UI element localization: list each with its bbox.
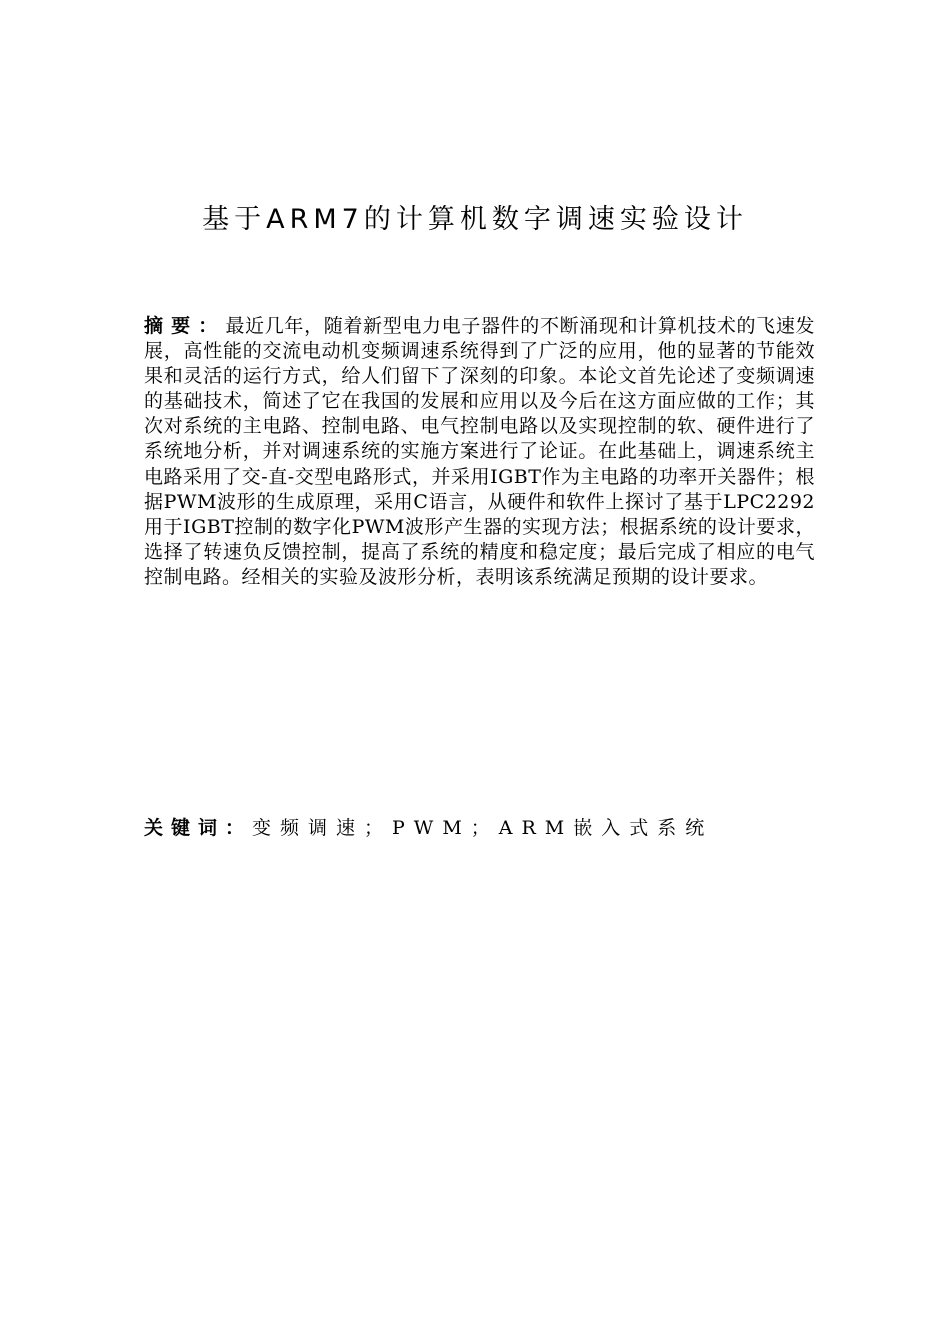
abstract-section	[144, 314, 815, 590]
keywords-label: 关键词：	[144, 817, 253, 839]
keywords-text: 变频调速；PWM；ARM嵌入式系统	[252, 817, 714, 839]
paper-title: 基于ARM7的计算机数字调速实验设计	[202, 204, 748, 235]
abstract-label: 摘要：	[144, 315, 226, 337]
abstract-text: 最近几年，随着新型电力电子器件的不断涌现和计算机技术的飞速发展，高性能的交流电动机变频调速系统得到了广泛的应用，他的显著的节能效果和灵活的运行方式，给人们留下了深刻的印象。本论文首先论述了变频调速的基础技术，简述了它在我国的发展和应用以及今后在这方面应做的工作；其次对系统的主电路、控制电路、电气控制电路以及实现控制的软、硬件进行了系统地分析，并对调速系统的实施方案进行了论证。在此基础上，调速系统主电路采用了交-直-交型电路形式，并采用IGBT作为主电路的功率开关器件；根据PWM波形的生成原理，采用C语言，从硬件和软件上探讨了基于LPC2292用于IGBT控制的数字化PWM波形产生器的实现方法；根据系统的设计要求，选择了转速负反馈控制，提高了系统的精度和稳定度；最后完成了相应的电气控制电路。经相关的实验及波形分析，表明该系统满足预期的设计要求。	[144, 315, 815, 588]
keywords-section	[144, 815, 815, 841]
